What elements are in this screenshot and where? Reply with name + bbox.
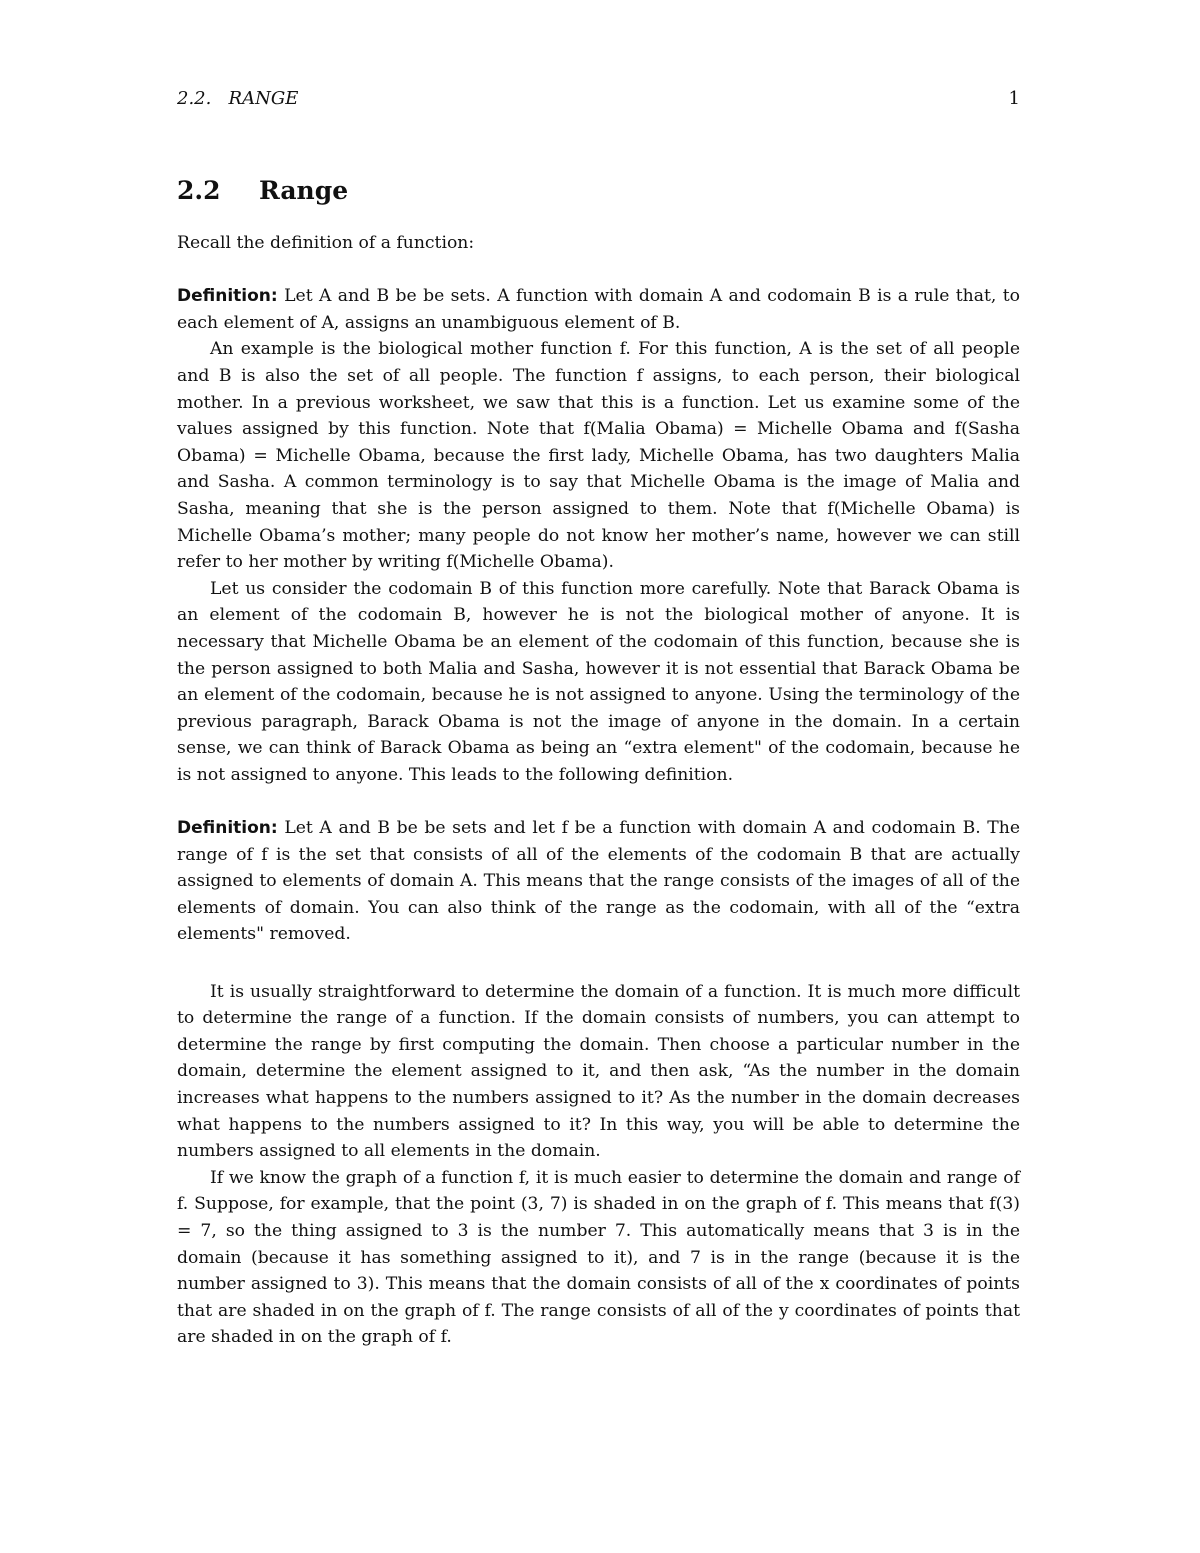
definition-function: [177, 283, 1020, 336]
paragraph-graph: If we know the graph of a function f, it is much easier to determine the domain and range of f. Suppose, for example, that the point (3, 7) is shaded in on the graph of f. This means that f(3) = 7, so the thing assigned to 3 is the number 7. This automatically means that 3 is in the domain (because it has something assigned to it), and 7 is in the range (because it is the number assigned to 3). This means that the domain consists of all of the x coordinates of points that are shaded in on the graph of f. The range consists of all of the y coordinates of points that are shaded in on the graph of f.: [177, 1167, 1020, 1348]
document-body: [177, 230, 1020, 1351]
section-heading: [177, 176, 348, 205]
running-header: [177, 88, 1020, 112]
definition-label: Definition:: [177, 818, 278, 839]
paragraph-example: An example is the biological mother function f. For this function, A is the set of all people and B is also the set of all people. The function f assigns, to each person, their biological mother. In a previous worksheet, we saw that this is a function. Let us examine some of the values assigned by this function. Note that f(Malia Obama) = Michelle Obama and f(Sasha Obama) = Michelle Obama, because the first lady, Michelle Obama, has two daughters Malia and Sasha. A common terminology is to say that Michelle Obama is the image of Malia and Sasha, meaning that she is the person assigned to them. Note that f(Michelle Obama) is Michelle Obama’s mother; many people do not know her mother’s name, however we can still refer to her mother by writing f(Michelle Obama).: [177, 339, 1020, 573]
definition-text: Let A and B be be sets and let f be a function with domain A and codomain B. The range of f is the set that consists of all of the elements of the codomain B that are actually assigned to elements of domain A. This means that the range consists of the images of all of the elements of domain. You can also think of the range as the codomain, with all of the “extra elements" removed.: [177, 818, 1020, 945]
section-title: Range: [259, 176, 349, 205]
paragraph-codomain: Let us consider the codomain B of this function more carefully. Note that Barack Obama is an element of the codomain B, however he is not the biological mother of anyone. It is necessary that Michelle Obama be an element of the codomain of this function, because she is the person assigned to both Malia and Sasha, however it is not essential that Barack Obama be an element of the codomain, because he is not assigned to anyone. Using the terminology of the previous paragraph, Barack Obama is not the image of anyone in the domain. In a certain sense, we can think of Barack Obama as being an “extra element" of the codomain, because he is not assigned to anyone. This leads to the following definition.: [177, 578, 1020, 785]
definition-label: Definition:: [177, 286, 278, 307]
definition-range: [177, 815, 1020, 948]
paragraph-determine-range: It is usually straightforward to determine the domain of a function. It is much more difficult to determine the range of a function. If the domain consists of numbers, you can attempt to determine the range by first computing the domain. Then choose a particular number in the domain, determine the element assigned to it, and then ask, “As the number in the domain increases what happens to the numbers assigned to it? As the number in the domain decreases what happens to the numbers assigned to it? In this way, you will be able to determine the numbers assigned to all elements in the domain.: [177, 981, 1020, 1162]
page-number: 1: [1008, 88, 1020, 109]
intro-paragraph: Recall the definition of a function:: [177, 233, 475, 253]
definition-text: Let A and B be be sets. A function with domain A and codomain B is a rule that, to each element of A, assigns an unambiguous element of B.: [177, 286, 1020, 333]
running-title: 2.2. RANGE: [177, 88, 299, 109]
section-number: 2.2: [177, 176, 221, 205]
